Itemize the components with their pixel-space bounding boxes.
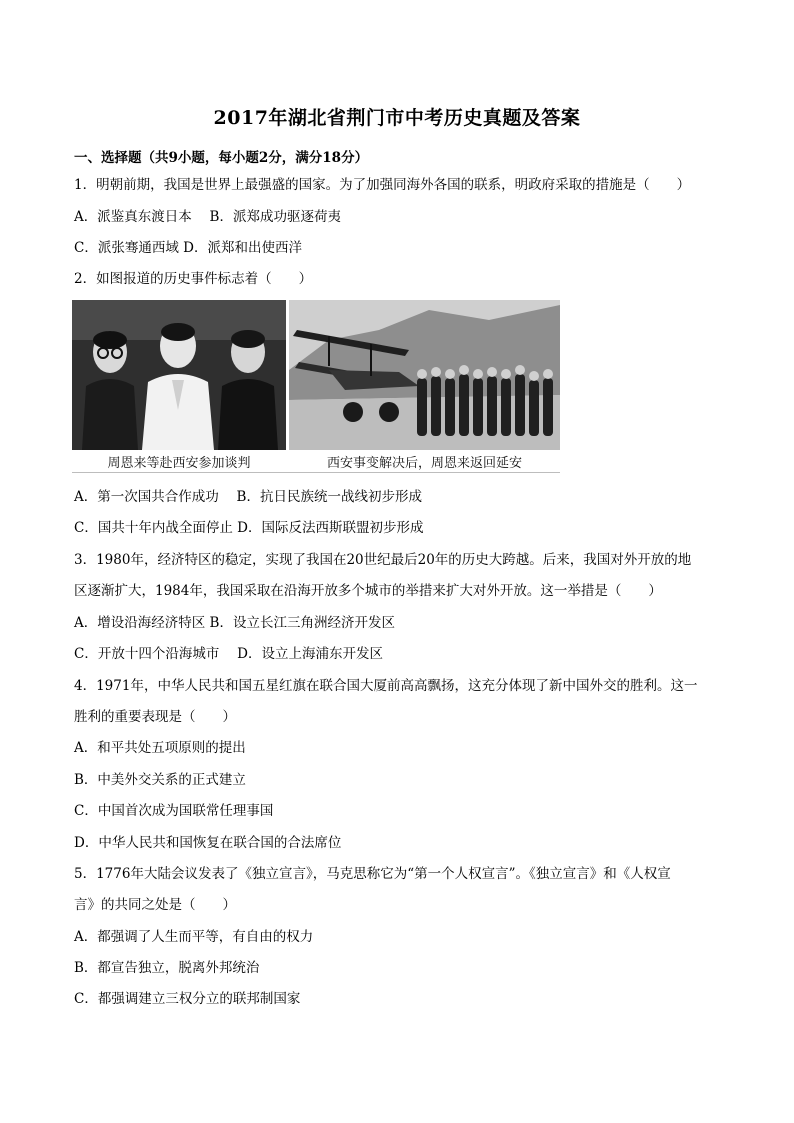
q1-options-cd: C．派张骞通西域 D．派郑和出使西洋 <box>74 240 302 256</box>
q5-stem-line1: 5．1776年大陆会议发表了《独立宣言》，马克思称它为“第一个人权宣言”。《独立宣言》和《人权宣 <box>74 866 671 882</box>
q3-stem-line1: 3．1980年，经济特区的稳定，实现了我国在20世纪最后20年的历史大跨越。后来，我国对外开放的地 <box>74 552 692 568</box>
photo-airplane-graphic <box>289 300 560 450</box>
caption-right: 西安事变解决后，周恩来返回延安 <box>326 456 522 471</box>
q1-stem: 1．明朝前期，我国是世界上最强盛的国家。为了加强同海外各国的联系，明政府采取的措施是（ ） <box>74 177 691 193</box>
q5-option-b: B．都宣告独立，脱离外邦统治 <box>74 960 260 976</box>
q2-options-ab: A．第一次国共合作成功 B．抗日民族统一战线初步形成 <box>74 489 422 505</box>
photo-negotiators-graphic <box>72 300 286 450</box>
caption-left: 周恩来等赴西安参加谈判 <box>107 456 251 471</box>
q1-options-ab: A．派鉴真东渡日本 B．派郑成功驱逐荷夷 <box>74 209 341 225</box>
q5-stem-line2: 言》的共同之处是（ ） <box>74 897 236 913</box>
q4-stem-line1: 4．1971年，中华人民共和国五星红旗在联合国大厦前高高飘扬，这充分体现了新中国外交的胜利。这一 <box>74 678 698 694</box>
photo-airplane <box>289 300 560 450</box>
q2-stem: 2．如图报道的历史事件标志着（ ） <box>74 271 313 287</box>
q4-option-b: B．中美外交关系的正式建立 <box>74 772 246 788</box>
q3-stem-line2: 区逐渐扩大，1984年，我国采取在沿海开放多个城市的举措来扩大对外开放。这一举措是（ ） <box>74 583 662 599</box>
q2-figure <box>72 300 560 476</box>
section-heading: 一、选择题（共9小题，每小题2分，满分18分） <box>74 150 369 166</box>
q4-option-d: D．中华人民共和国恢复在联合国的合法席位 <box>74 835 342 851</box>
q3-options-ab: A．增设沿海经济特区 B．设立长江三角洲经济开发区 <box>74 615 395 631</box>
q5-option-c: C．都强调建立三权分立的联邦制国家 <box>74 991 301 1007</box>
q4-option-c: C．中国首次成为国联常任理事国 <box>74 803 274 819</box>
q3-options-cd: C．开放十四个沿海城市 D．设立上海浦东开发区 <box>74 646 383 662</box>
q4-option-a: A．和平共处五项原则的提出 <box>74 740 246 756</box>
q4-stem-line2: 胜利的重要表现是（ ） <box>74 709 236 725</box>
q2-options-cd: C．国共十年内战全面停止 D．国际反法西斯联盟初步形成 <box>74 520 424 536</box>
page-title: 2017年湖北省荆门市中考历史真题及答案 <box>213 107 581 129</box>
q5-option-a: A．都强调了人生而平等，有自由的权力 <box>74 929 314 945</box>
photo-negotiators <box>72 300 286 450</box>
